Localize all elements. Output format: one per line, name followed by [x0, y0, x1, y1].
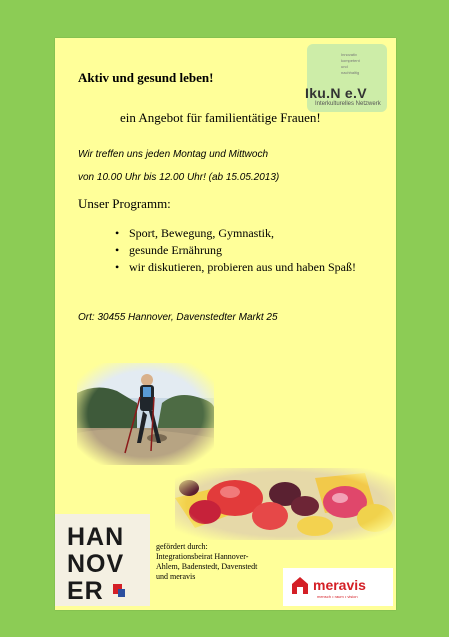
meravis-house-icon: [291, 575, 309, 595]
fruit-salad-photo: [175, 468, 395, 540]
meravis-logo: [283, 568, 393, 606]
sponsor-line-3: Ahlem, Badenstedt, Davenstedt: [156, 562, 258, 571]
meeting-time: von 10.00 Uhr bis 12.00 Uhr! (ab 15.05.2013): [78, 172, 280, 183]
hannover-logo-line-1: HAN: [67, 523, 125, 551]
bullet-icon: •: [115, 243, 120, 257]
hannover-blue-mark: [118, 589, 125, 597]
logo-name: Iku.N e.V: [305, 85, 367, 101]
flyer-page: [55, 38, 396, 610]
ikun-logo: [307, 44, 387, 112]
flyer-title: Aktiv und gesund leben!: [78, 70, 214, 85]
list-item: [113, 242, 373, 258]
list-item: [113, 259, 373, 275]
logo-subtitle: Interkulturelles Netzwerk: [315, 101, 381, 107]
meeting-days: Wir treffen uns jeden Montag und Mittwoch: [78, 149, 269, 160]
logo-tagline-3: und: [341, 64, 348, 69]
bullet-icon: •: [115, 226, 120, 240]
nordic-walking-photo: [77, 363, 214, 465]
offer-text: ein Angebot für familientätige Frauen!: [120, 110, 321, 125]
hannover-logo-line-3: ER: [67, 577, 104, 605]
list-item: [113, 225, 373, 241]
program-item-3: wir diskutieren, probieren aus und haben Spaß!: [129, 260, 356, 274]
hannover-logo: [55, 514, 150, 606]
program-list: [113, 225, 373, 276]
bullet-icon: •: [115, 260, 120, 274]
program-item-1: Sport, Bewegung, Gymnastik,: [129, 226, 274, 240]
program-item-2: gesunde Ernährung: [129, 243, 222, 257]
sponsor-text: [156, 542, 291, 582]
logo-tagline-1: Innovativ: [341, 52, 358, 57]
logo-tagline-4: nachhaltig: [341, 70, 360, 75]
program-heading: Unser Programm:: [78, 196, 171, 211]
sponsor-line-1: gefördert durch:: [156, 542, 208, 551]
sponsor-line-2: Integrationsbeirat Hannover-: [156, 552, 249, 561]
meravis-tagline: mensch • raum • vision: [317, 594, 358, 599]
meravis-name: meravis: [313, 577, 366, 593]
hannover-logo-line-2: NOV: [67, 550, 125, 578]
location-text: Ort: 30455 Hannover, Davenstedter Markt 25: [78, 312, 278, 323]
logo-tagline-2: kompetent: [341, 58, 360, 63]
sponsor-line-4: und meravis: [156, 572, 196, 581]
